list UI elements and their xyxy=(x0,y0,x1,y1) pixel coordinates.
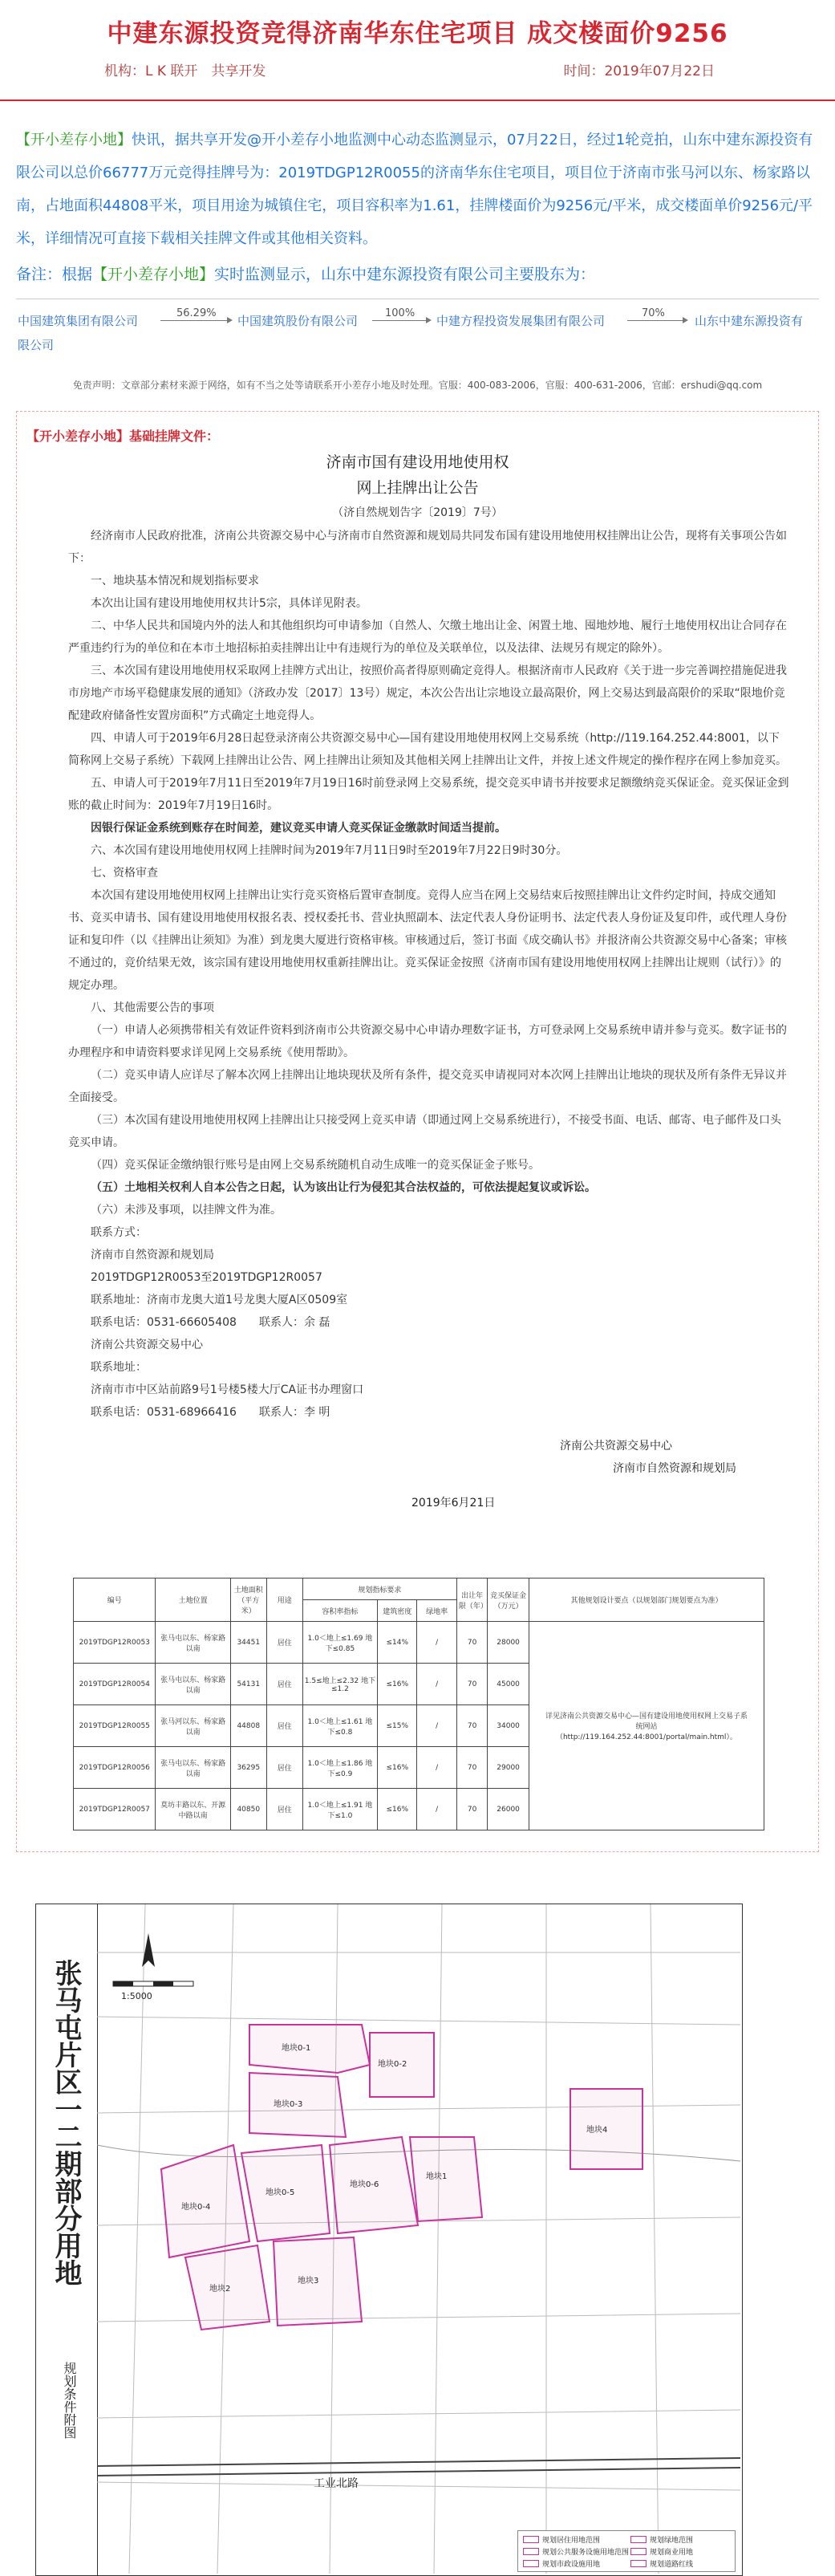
parcel-outline xyxy=(161,2145,249,2257)
contact-line: 济南市自然资源和规划局 xyxy=(91,1249,214,1262)
lead-source-tag: 【开小差存小地】 xyxy=(16,132,132,148)
announcement-para: 四、申请人可于2019年6月28日起登录济南公共资源交易中心—国有建设用地使用权网上交易系统（http://119.164.252.44:8001，以下简称网上交易子系统）下载网上挂牌出让公告、网上挂牌出让须知及其他相关网上挂牌出让文件，并按上述文件规定的操作程序在网上参加竞买。 xyxy=(68,732,787,767)
signature-block xyxy=(26,1435,736,1480)
chain-node-dongyuan[interactable]: 山东中建东源投资有 xyxy=(695,314,804,328)
legend-swatch xyxy=(630,2548,647,2555)
shareholding-chain xyxy=(16,307,819,365)
parcel-label: 地块0-6 xyxy=(350,2180,379,2189)
lead-paragraph xyxy=(0,101,835,255)
contact-line: 联系地址：济南市龙奥大道1号龙奥大厦A区0509室 xyxy=(91,1294,348,1306)
cell-green: / xyxy=(417,1664,456,1705)
cell-term: 70 xyxy=(456,1705,487,1747)
cell-area: 44808 xyxy=(230,1705,266,1747)
cell-use: 居住 xyxy=(266,1747,302,1789)
announcement-para: 五、申请人可于2019年7月11日至2019年7月19日16时前登录网上交易系统，提交竞买申请书并按要求足额缴纳竞买保证金。竞买保证金到账的截止时间为：2019年7月19日16时。 xyxy=(68,777,789,812)
legend-label: 规划市政设施用地 xyxy=(542,2561,601,2569)
disclaimer: 免责声明：文章部分素材来源于网络，如有不当之处等请联系开小差存小地及时处理。官服：400-083-2006，官服：400-631-2006，官邮：ershudi@qq.com xyxy=(72,380,763,391)
announcement-para: （三）本次国有建设用地使用权网上挂牌出让只接受网上竞买申请（即通过网上交易系统进行），不接受书面、电话、邮寄、电子邮件及口头竞买申请。 xyxy=(68,1114,781,1149)
scale-bar xyxy=(113,1981,193,1986)
cell-term: 70 xyxy=(456,1789,487,1830)
map-legend xyxy=(517,2530,736,2572)
contact-line: 济南公共资源交易中心 xyxy=(91,1339,203,1351)
chain-arrow-icon xyxy=(160,320,231,321)
cell-deposit: 29000 xyxy=(488,1747,529,1789)
announcement-para: 本次出让国有建设用地使用权共计5宗，具体详见附表。 xyxy=(91,597,367,610)
col-header-plan: 规划指标要求 xyxy=(302,1579,456,1600)
contact-line: 联系方式： xyxy=(91,1226,147,1239)
cell-deposit: 28000 xyxy=(488,1622,529,1664)
col-header-deposit: 竞买保证金（万元） xyxy=(488,1579,529,1622)
chain-pct-1: 56.29% xyxy=(176,307,217,319)
cell-area: 54131 xyxy=(230,1664,266,1705)
cell-green: / xyxy=(417,1622,456,1664)
parcel-label: 地块0-5 xyxy=(265,2188,295,2197)
scale-label: 1:5000 xyxy=(121,1991,152,2001)
parcel-label: 地块0-2 xyxy=(378,2060,407,2069)
map-road-label: 工业北路 xyxy=(314,2477,359,2490)
note-prefix: 备注：根据 xyxy=(16,266,93,283)
chain-pct-2: 100% xyxy=(385,307,415,319)
cell-density: ≤16% xyxy=(378,1747,417,1789)
col-header-green: 绿地率 xyxy=(417,1600,456,1622)
article-headline: 中建东源投资竞得济南华东住宅项目 成交楼面价9256 xyxy=(107,19,728,48)
parcel-table xyxy=(73,1578,764,1830)
cell-id: 2019TDGP12R0053 xyxy=(74,1622,156,1664)
map-title: 张马屯片区一二期部分用地 xyxy=(50,1959,82,2286)
announcement-para: （一）申请人必须携带相关有效证件资料到济南市公共资源交易中心申请办理数字证书，方可登录网上交易系统申请并参与竞买。数字证书的办理程序和申请资料要求详见网上交易系统《使用帮助》。 xyxy=(68,1024,787,1059)
cell-area: 40850 xyxy=(230,1789,266,1830)
legend-swatch xyxy=(523,2536,539,2543)
cell-density: ≤16% xyxy=(378,1664,417,1705)
contact-line: 联系电话：0531-68966416 联系人：李 明 xyxy=(91,1406,330,1419)
signature-issuer-2: 济南市自然资源和规划局 xyxy=(613,1462,736,1475)
legend-item xyxy=(523,2534,600,2545)
signature-issuer-1: 济南公共资源交易中心 xyxy=(560,1440,672,1453)
cell-location: 张马屯以东、杨家路以南 xyxy=(156,1622,230,1664)
announcement-para: （六）未涉及事项，以挂牌文件为准。 xyxy=(91,1204,282,1217)
cell-green: / xyxy=(417,1747,456,1789)
legend-label: 规划道路红线 xyxy=(650,2561,694,2569)
legend-item xyxy=(523,2546,629,2557)
announcement-para: 经济南市人民政府批准，济南公共资源交易中心与济南市自然资源和规划局共同发布国有建设用地使用权挂牌出让公告，现将有关事项公告如下： xyxy=(68,530,787,565)
cell-far: 1.5≤地上≤2.32 地下≤1.2 xyxy=(302,1664,377,1705)
chain-node-cscec-ltd[interactable]: 中国建筑股份有限公司 xyxy=(237,314,359,328)
cell-area: 34451 xyxy=(230,1622,266,1664)
announcement-para: 本次国有建设用地使用权网上挂牌出让实行竞买资格后置审查制度。竞得人应当在网上交易结束后按照挂牌出让文件约定时间，持成交通知书、竞买申请书、国有建设用地使用权报名表、授权委托书、营业执照副本、法定代表人身份证明书、法定代表人身份证及复印件，或代理人身份证和复印件（以《挂牌出让须知》为准）到龙奥大厦进行资格审核。审核通过后，签订书面《成交确认书》并报济南公共资源交易中心备案；审核不通过的，竞价结果无效，该宗国有建设用地使用权重新挂牌出让。竞买保证金按照《济南市国有建设用地使用权网上挂牌出让规则（试行）》的规定办理。 xyxy=(68,889,787,992)
legend-swatch xyxy=(523,2548,539,2555)
cell-far: 1.0＜地上≤1.91 地下≤1.0 xyxy=(302,1789,377,1830)
announcement-para: 三、本次国有建设用地使用权采取网上挂牌方式出让，按照价高者得原则确定竞得人。根据济南市人民政府《关于进一步完善调控措施促进我市房地产市场平稳健康发展的通知》（济政办发〔2017〕13号）规定，本次公告出让宗地设立最高限价，网上交易达到最高限价的采取“限地价竞配建政府储备性安置房面积”方式确定土地竞得人。 xyxy=(68,664,787,722)
legend-label: 规划公共服务设施用地范围 xyxy=(542,2549,630,2557)
cell-id: 2019TDGP12R0054 xyxy=(74,1664,156,1705)
cell-other: 详见济南公共资源交易中心—国有建设用地使用权网上交易子系统网站（http://119.164.252.44:8001/portal/main.html）。 xyxy=(529,1622,764,1830)
parcel-label: 地块1 xyxy=(426,2172,448,2181)
cell-use: 居住 xyxy=(266,1789,302,1830)
cell-far: 1.0＜地上≤1.86 地下≤0.9 xyxy=(302,1747,377,1789)
parcel-label: 地块2 xyxy=(209,2285,231,2294)
announcement-title-line2: 网上挂牌出让公告 xyxy=(356,479,479,497)
chain-node-fangcheng[interactable]: 中建方程投资发展集团有限公司 xyxy=(436,314,606,328)
announcement-para: 二、中华人民共和国境内外的法人和其他组织均可申请参加（自然人、欠缴土地出让金、闲置土地、囤地炒地、履行土地使用权出让合同存在严重违约行为的单位和在本市土地招标拍卖挂牌出让中有违规行为的单位及关联单位，以及法律、法规另有规定的除外）。 xyxy=(68,620,787,655)
planning-map xyxy=(35,1904,743,2576)
legend-label: 规划绿地范围 xyxy=(650,2537,694,2545)
cell-density: ≤14% xyxy=(378,1622,417,1664)
parcel-label: 地块3 xyxy=(298,2277,319,2285)
announcement-para: （四）竞买保证金缴纳银行账号是由网上交易系统随机自动生成唯一的竞买保证金子账号。 xyxy=(91,1159,540,1172)
agency-label: 机构：L K 联开 共享开发 xyxy=(104,63,266,79)
announcement-para: 七、资格审查 xyxy=(91,867,158,880)
legend-item xyxy=(523,2558,600,2569)
cell-use: 居住 xyxy=(266,1705,302,1747)
announcement-para: 六、本次国有建设用地使用权网上挂牌时间为2019年7月11日9时至2019年7月22日9时30分。 xyxy=(91,844,568,857)
cell-term: 70 xyxy=(456,1747,487,1789)
announcement-body xyxy=(68,525,789,1424)
col-header-term: 出让年限（年） xyxy=(456,1579,487,1622)
announcement-para: （五）土地相关权利人自本公告之日起，认为该出让行为侵犯其合法权益的，可依法提起复议或诉讼。 xyxy=(91,1181,596,1194)
legend-item xyxy=(630,2558,693,2569)
announcement-tag: 【开小差存小地】基础挂牌文件： xyxy=(26,429,220,444)
lead-text: 快讯，据共享开发@开小差存小地监测中心动态监测显示，07月22日，经过1轮竞拍，山东中建东源投资有限公司以总价66777万元竞得挂牌号为：2019TDGP12R0055的济南华东住宅项目，项目位于济南市张马河以东、杨家路以南，占地面积44808平米，项目用途为城镇住宅，项目容积率为1.61，挂牌楼面价为9256元/平米，成交楼面单价9256元/平米，详细情况可直接下载相关挂牌文件或其他相关资料。 xyxy=(16,132,813,247)
col-header-far: 容积率指标 xyxy=(302,1600,377,1622)
chain-arrow-icon xyxy=(627,320,687,321)
map-drawing xyxy=(97,1904,740,2574)
cell-location: 莫坊丰路以东、开源中路以南 xyxy=(156,1789,230,1830)
publish-time: 时间：2019年07月22日 xyxy=(563,63,715,79)
parcel-label: 地块0-4 xyxy=(181,2203,211,2212)
chain-pct-3: 70% xyxy=(642,307,665,319)
announcement-date: 2019年6月21日 xyxy=(411,1497,496,1509)
cell-location: 张马屯以东、杨家路以南 xyxy=(156,1747,230,1789)
cell-density: ≤16% xyxy=(378,1789,417,1830)
cell-green: / xyxy=(417,1789,456,1830)
col-header-other: 其他规划设计要点（以规划部门规划要点为准） xyxy=(529,1579,764,1622)
legend-swatch xyxy=(630,2536,647,2543)
contact-line: 联系电话：0531-66605408 联系人：余 磊 xyxy=(91,1316,330,1329)
col-header-location: 土地位置 xyxy=(156,1579,230,1622)
col-header-id: 编号 xyxy=(74,1579,156,1622)
cell-deposit: 26000 xyxy=(488,1789,529,1830)
col-header-use: 用途 xyxy=(266,1579,302,1622)
announcement-title-line1: 济南市国有建设用地使用权 xyxy=(326,453,509,471)
announcement-box xyxy=(16,411,819,1852)
parcel-label: 地块4 xyxy=(586,2126,608,2135)
legend-item xyxy=(630,2534,693,2545)
shareholder-note xyxy=(0,255,835,287)
cell-density: ≤15% xyxy=(378,1705,417,1747)
cell-green: / xyxy=(417,1705,456,1747)
cell-use: 居住 xyxy=(266,1622,302,1664)
table-row xyxy=(74,1622,764,1664)
cell-id: 2019TDGP12R0055 xyxy=(74,1705,156,1747)
note-source-tag: 【开小差存小地】 xyxy=(92,266,215,283)
cell-term: 70 xyxy=(456,1664,487,1705)
chain-node-cscec-group[interactable]: 中国建筑集团有限公司 xyxy=(18,314,139,328)
announcement-title xyxy=(26,449,809,501)
cell-area: 36295 xyxy=(230,1747,266,1789)
contact-line: 济南市市中区站前路9号1号楼5楼大厅CA证书办理窗口 xyxy=(91,1383,364,1396)
chain-arrow-icon xyxy=(372,320,430,321)
announcement-para: （二）竞买申请人应详尽了解本次网上挂牌出让地块现状及所有条件，提交竞买申请视同对本次网上挂牌出让地块的现状及所有条件无异议并全面接受。 xyxy=(68,1069,787,1104)
col-header-density: 建筑密度 xyxy=(378,1600,417,1622)
cell-use: 居住 xyxy=(266,1664,302,1705)
parcel-label: 地块0-3 xyxy=(274,2100,303,2109)
contact-line: 联系地址： xyxy=(91,1361,147,1374)
cell-deposit: 45000 xyxy=(488,1664,529,1705)
chain-node-dongyuan-wrap[interactable]: 限公司 xyxy=(18,338,55,352)
article-meta xyxy=(0,45,835,83)
map-titlebar xyxy=(36,1904,98,2575)
note-suffix: 实时监测显示，山东中建东源投资有限公司主要股东为： xyxy=(214,266,596,283)
col-header-area: 土地面积（平方米） xyxy=(230,1579,266,1622)
announcement-para: 八、其他需要公告的事项 xyxy=(91,1002,214,1014)
contact-line: 2019TDGP12R0053至2019TDGP12R0057 xyxy=(91,1271,322,1284)
cell-id: 2019TDGP12R0056 xyxy=(74,1747,156,1789)
cell-location: 张马屯以东、杨家路以南 xyxy=(156,1664,230,1705)
legend-label: 规划居住用地范围 xyxy=(542,2537,601,2545)
legend-label: 规划商业用地 xyxy=(650,2549,694,2557)
announcement-para: 一、地块基本情况和规划指标要求 xyxy=(91,575,259,587)
cell-deposit: 34000 xyxy=(488,1705,529,1747)
map-subtitle: 规划条件附图 xyxy=(62,2362,77,2439)
cell-id: 2019TDGP12R0057 xyxy=(74,1789,156,1830)
cell-far: 1.0＜地上≤1.61 地下≤0.8 xyxy=(302,1705,377,1747)
cell-far: 1.0＜地上≤1.69 地下≤0.85 xyxy=(302,1622,377,1664)
cell-term: 70 xyxy=(456,1622,487,1664)
cell-location: 张马河以东、杨家路以南 xyxy=(156,1705,230,1747)
legend-item xyxy=(630,2546,693,2557)
announcement-para: 因银行保证金系统到账存在时间差，建议竞买申请人竞买保证金缴款时间适当提前。 xyxy=(91,822,506,835)
announcement-doc-number: （济自然规划告字〔2019〕7号） xyxy=(332,506,503,519)
parcel-label: 地块0-1 xyxy=(282,2044,311,2053)
